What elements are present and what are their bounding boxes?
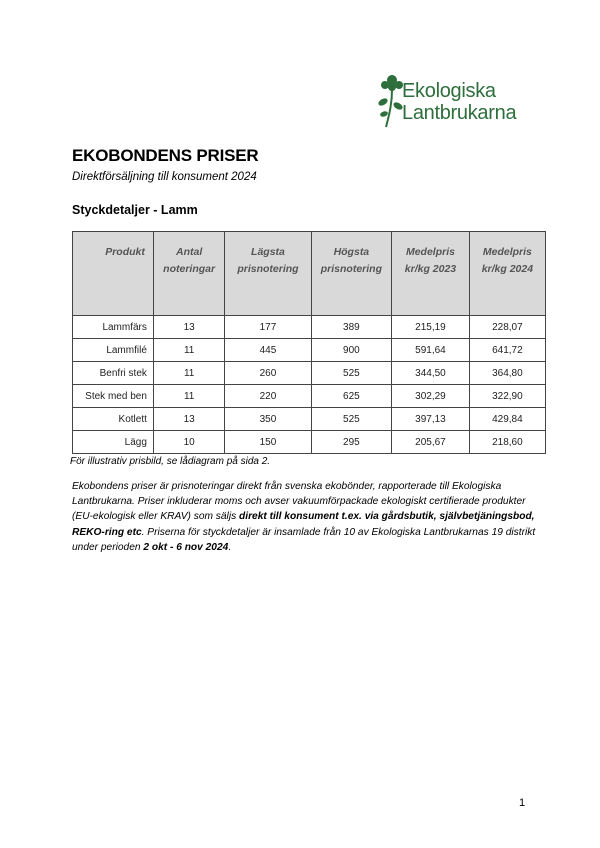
cell-antal: 10 [153, 431, 225, 454]
cell-medel-2023: 591,64 [392, 339, 470, 362]
cell-medel-2024: 228,07 [469, 316, 545, 339]
header-lagsta: Lägsta prisnotering [225, 232, 311, 316]
cell-produkt: Lammfärs [73, 316, 154, 339]
logo-line-1: Ekologiska [402, 80, 496, 102]
table-row [73, 408, 546, 431]
section-title: Styckdetaljer - Lamm [72, 203, 198, 217]
logo-wordmark [402, 80, 516, 124]
description-paragraph [72, 479, 542, 555]
header-antal: Antal noteringar [153, 232, 225, 316]
cell-medel-2024: 218,60 [469, 431, 545, 454]
cell-lagsta: 445 [225, 339, 311, 362]
description-text-2: . Priserna för styckdetaljer är insamlade från 10 av Ekologiska Lantbrukarnas 19 distrikt under perioden [72, 526, 536, 553]
cell-produkt: Kotlett [73, 408, 154, 431]
table-row [73, 362, 546, 385]
cell-hogsta: 900 [311, 339, 392, 362]
cell-medel-2023: 302,29 [392, 385, 470, 408]
table-footnote: För illustrativ prisbild, se lådiagram på sida 2. [70, 456, 271, 467]
description-text-1: Ekobondens priser är prisnoteringar direkt från svenska ekobönder, rapporterade till Ekologiska Lantbrukarna. Priser inkluderar moms och avser vakuumförpackade ekologiskt certifierade produkter (EU-ekologisk eller KRAV) som säljs [72, 481, 526, 523]
logo-line-2: Lantbrukarna [402, 102, 517, 124]
page-number: 1 [519, 797, 526, 809]
price-table [72, 231, 546, 454]
cell-medel-2023: 397,13 [392, 408, 470, 431]
cell-hogsta: 389 [311, 316, 392, 339]
cell-produkt: Lägg [73, 431, 154, 454]
table-row [73, 316, 546, 339]
cell-medel-2023: 215,19 [392, 316, 470, 339]
cell-antal: 11 [153, 385, 225, 408]
header-hogsta: Högsta prisnotering [311, 232, 392, 316]
cell-medel-2024: 641,72 [469, 339, 545, 362]
cell-lagsta: 350 [225, 408, 311, 431]
cell-produkt: Lammfilé [73, 339, 154, 362]
cell-medel-2024: 322,90 [469, 385, 545, 408]
cell-antal: 11 [153, 362, 225, 385]
page-title: EKOBONDENS PRISER [72, 146, 259, 165]
cell-medel-2023: 344,50 [392, 362, 470, 385]
page-subtitle: Direktförsäljning till konsument 2024 [72, 171, 257, 183]
description-text-3: . [228, 541, 232, 553]
cell-produkt: Stek med ben [73, 385, 154, 408]
cell-medel-2024: 429,84 [469, 408, 545, 431]
cell-hogsta: 295 [311, 431, 392, 454]
header-medelpris-2023: Medelpris kr/kg 2023 [392, 232, 470, 316]
cell-antal: 13 [153, 408, 225, 431]
cell-lagsta: 177 [225, 316, 311, 339]
table-row [73, 431, 546, 454]
description-bold-1: direkt till konsument t.ex. via gårdsbutik, självbetjäningsbod, REKO-ring etc [72, 511, 535, 538]
cell-antal: 13 [153, 316, 225, 339]
description-bold-2: 2 okt - 6 nov 2024 [143, 541, 229, 553]
cell-medel-2023: 205,67 [392, 431, 470, 454]
cell-lagsta: 260 [225, 362, 311, 385]
header-medelpris-2024: Medelpris kr/kg 2024 [469, 232, 545, 316]
cell-produkt: Benfri stek [73, 362, 154, 385]
cell-medel-2024: 364,80 [469, 362, 545, 385]
organization-logo [378, 70, 538, 140]
cell-hogsta: 525 [311, 362, 392, 385]
cell-lagsta: 150 [225, 431, 311, 454]
table-row [73, 385, 546, 408]
table-header-row [73, 232, 546, 316]
cell-antal: 11 [153, 339, 225, 362]
cell-hogsta: 625 [311, 385, 392, 408]
cell-lagsta: 220 [225, 385, 311, 408]
cell-hogsta: 525 [311, 408, 392, 431]
table-row [73, 339, 546, 362]
header-produkt: Produkt [73, 232, 154, 316]
